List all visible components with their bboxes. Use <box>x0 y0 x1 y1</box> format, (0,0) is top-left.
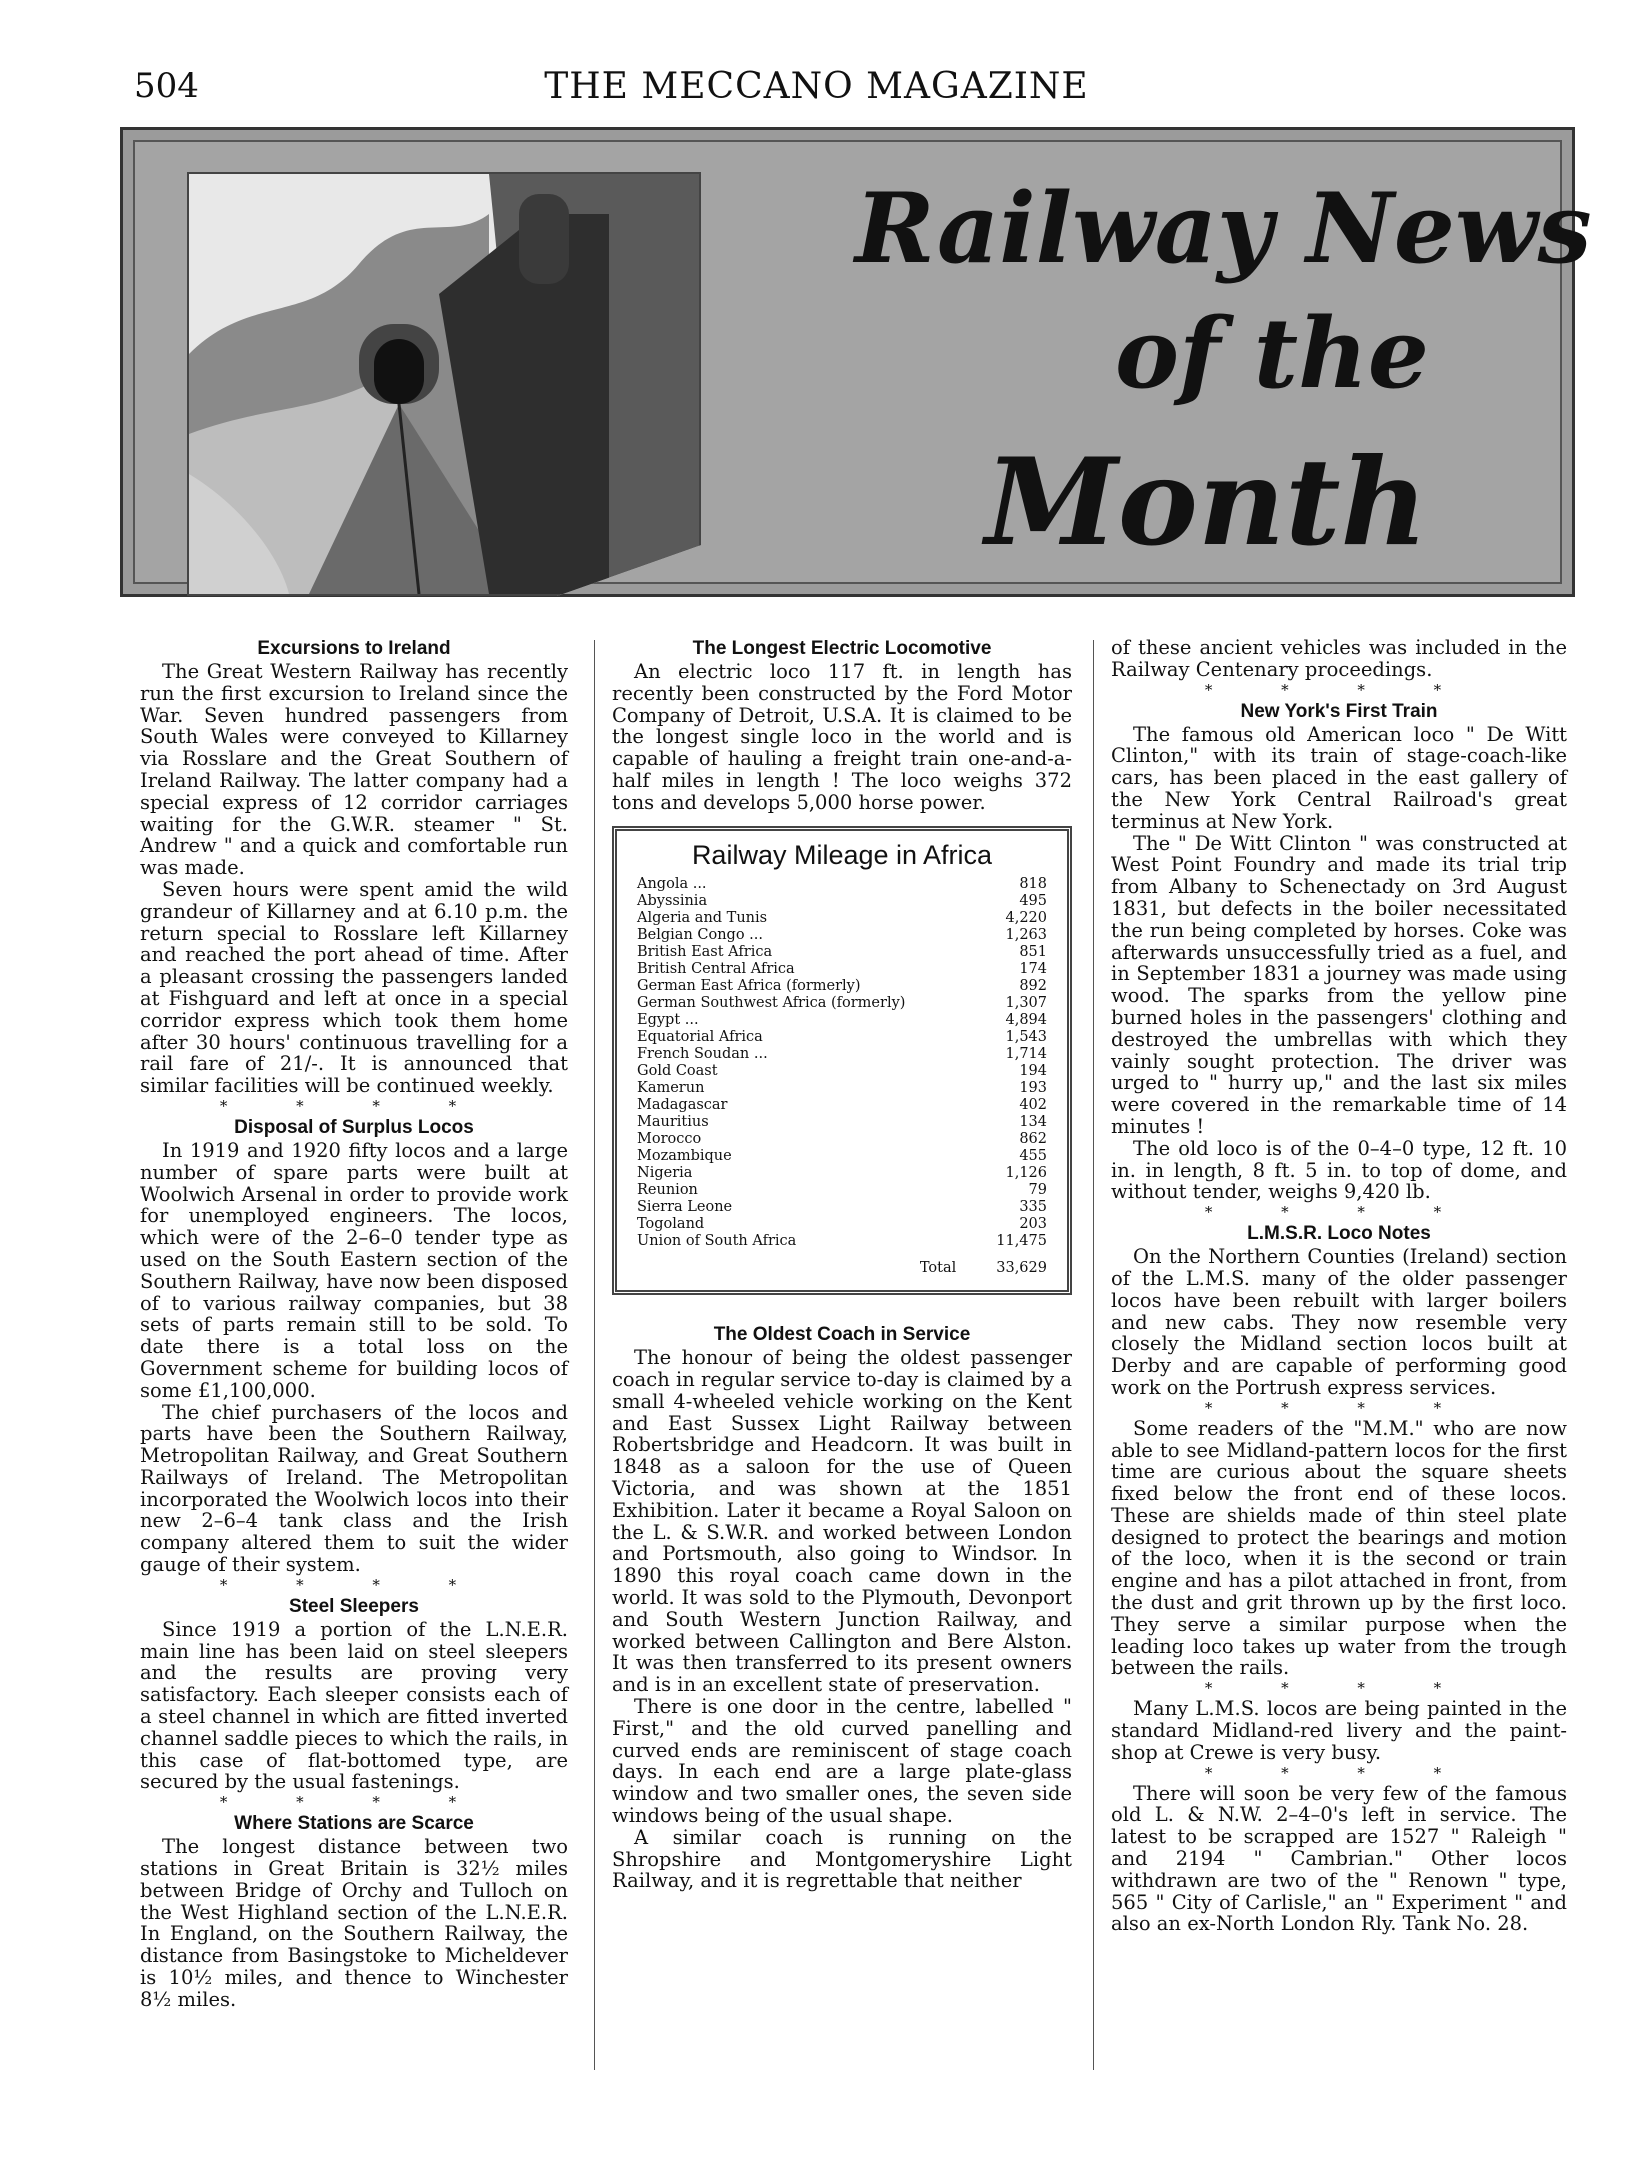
section-divider: * * * * <box>1204 1398 1474 1417</box>
page-number: 504 <box>134 66 199 106</box>
table-row <box>637 1012 1047 1029</box>
heading-steel-sleepers: Steel Sleepers <box>289 1595 419 1617</box>
table-title: Railway Mileage in Africa <box>691 839 993 870</box>
mileage-value: 455 <box>1019 1148 1047 1165</box>
table-row <box>637 927 1047 944</box>
mileage-value: 862 <box>1019 1131 1047 1148</box>
banner-title <box>825 142 1592 602</box>
section-divider: * * * * <box>1204 1203 1474 1222</box>
country-name: Algeria and Tunis <box>637 910 768 927</box>
mileage-value: 1,543 <box>1005 1029 1047 1046</box>
mileage-value: 4,220 <box>1005 910 1047 927</box>
table-row <box>637 1233 1047 1250</box>
country-name: Abyssinia <box>637 893 708 910</box>
paragraph: Many L.M.S. locos are being painted in the standard Midland-red livery and the paint-shop at Crewe is very busy. <box>1111 1697 1567 1764</box>
mileage-value: 11,475 <box>996 1233 1047 1250</box>
paragraph: The old loco is of the 0–4–0 type, 12 ft. 10 in. in length, 8 ft. 5 in. to top of dome, and without tender, weighs 9,420 lb. <box>1111 1136 1567 1204</box>
country-name: Sierra Leone <box>637 1199 733 1216</box>
table-row <box>637 1165 1047 1182</box>
mileage-value: 495 <box>1019 893 1047 910</box>
section-divider: * * * * <box>1204 1679 1474 1698</box>
heading-excursions: Excursions to Ireland <box>257 638 451 659</box>
paragraph: The chief purchasers of the locos and parts have been the Southern Railway, Metropolitan Railway, and Great Southern Railways of Ireland. The Metropolitan incorporated the Woolwich locos into their new 2–6–4 tank class and the Irish company altered them to suit the wider gauge of their system. <box>140 1400 568 1577</box>
section-divider: * * * * <box>219 1793 489 1812</box>
paragraph: An electric loco 117 ft. in length has recently been constructed by the Ford Motor Company of Detroit, U.S.A. It is claimed to be the longest single loco in the world and is capable of hauling a freight train one-and-a-half miles in length ! The loco weighs 372 tons and develops 5,000 horse power. <box>612 660 1072 814</box>
heading-stations-scarce: Where Stations are Scarce <box>234 1813 474 1835</box>
country-name: Egypt ... <box>637 1012 699 1029</box>
paragraph: The Great Western Railway has recently run the first excursion to Ireland since the War. Seven hundred passengers from South Wales were conveyed to Killarney via Rosslare and the Great Southern of Ireland Railway. The latter company had a special express of 12 corridor carriages waiting for the G.W.R. steamer " St. Andrew " and a quick and comfortable run was made. <box>140 660 568 880</box>
mileage-value: 134 <box>1019 1114 1047 1131</box>
country-name: French Soudan ... <box>637 1046 768 1063</box>
paragraph: On the Northern Counties (Ireland) section of the L.M.S. many of the older passenger locos have been rebuilt with larger boilers and new cabs. They now resemble very closely the Midland section locos built at Derby and are capable of performing good work on the Portrush express services. <box>1111 1245 1567 1399</box>
paragraph: Since 1919 a portion of the L.N.E.R. main line has been laid on steel sleepers and the results are proving very satisfactory. Each sleeper consists each of a steel channel in which are fitted inverted channel saddle pieces to which the rails, in this case of flat-bottomed type, are secured by the usual fastenings. <box>140 1617 568 1794</box>
paragraph: Some readers of the "M.M." who are now able to see Midland-pattern locos for the first time are curious about the square sheets fixed below the front end of these locos. These are shields made of thin steel plate designed to protect the bearings and motion of the loco, when it is the second or train engine and has a pilot attached in front, from the dust and grit thrown up by the first loco. They serve a similar purpose when the leading loco takes up water from the trough between the rails. <box>1111 1416 1567 1680</box>
table-row <box>637 1199 1047 1216</box>
heading-surplus-locos: Disposal of Surplus Locos <box>234 1116 474 1138</box>
heading-new-york-train: New York's First Train <box>1240 700 1438 722</box>
mileage-value: 335 <box>1019 1199 1047 1216</box>
title-line-3: Month <box>985 432 1428 573</box>
paragraph: There will soon be very few of the famous old L. & N.W. 2–4–0's left in service. The latest to be scrapped are 1527 " Raleigh " and 2194 " Cambrian." Other locos withdrawn are two of the " Renown " type, 565 " City of Carlisle," an " Experiment " and also an ex-North London Rly. Tank No. 28. <box>1111 1781 1567 1936</box>
section-divider: * * * * <box>219 1096 489 1115</box>
paragraph: The " De Witt Clinton " was constructed at West Point Foundry and made its trial trip from Albany to Schenectady on 3rd August 1831, but defects in the boiler necessitated the run being completed by horses. Coke was afterwards unsuccessfully tried as a fuel, and in September 1831 a journey was made using wood. The sparks from the yellow pine burned holes in the passengers' clothing and destroyed the umbrellas with which they vainly sought protection. The driver was urged to " hurry up," and the last six miles were covered in the remarkable time of 14 minutes ! <box>1111 831 1567 1138</box>
title-line-2: of the <box>1115 297 1429 410</box>
section-divider: * * * * <box>219 1575 489 1594</box>
table-row <box>637 893 1047 910</box>
column-1 <box>140 637 568 2011</box>
mileage-value: 851 <box>1019 944 1047 961</box>
country-name: Mauritius <box>637 1114 709 1131</box>
country-name: Nigeria <box>637 1165 693 1182</box>
banner-inner <box>133 140 1592 584</box>
table-row <box>637 995 1047 1012</box>
mileage-value: 1,307 <box>1005 995 1047 1012</box>
country-name: Belgian Congo ... <box>637 927 763 944</box>
table-row <box>637 1097 1047 1114</box>
column-rule-1 <box>594 640 595 2070</box>
mileage-value: 1,263 <box>1005 927 1047 944</box>
table-row <box>637 1063 1047 1080</box>
table-total-row <box>637 1258 1047 1280</box>
heading-lmsr-notes: L.M.S.R. Loco Notes <box>1247 1223 1431 1245</box>
mileage-value: 193 <box>1019 1080 1047 1097</box>
mileage-value: 194 <box>1019 1063 1047 1080</box>
table-row <box>637 1182 1047 1199</box>
table-row <box>637 961 1047 978</box>
column-3 <box>1111 637 1567 1935</box>
paragraph: There is one door in the centre, labelled " First," and the old curved panelling and curved ends are reminiscent of stage coach days. In each end are a large plate-glass window and two smaller ones, the seven side windows being of the usual shape. <box>612 1694 1072 1827</box>
mileage-value: 1,714 <box>1005 1046 1047 1063</box>
heading-electric-loco: The Longest Electric Locomotive <box>692 638 992 659</box>
mileage-value: 203 <box>1019 1216 1047 1233</box>
country-name: German East Africa (formerly) <box>637 978 861 995</box>
mileage-value: 79 <box>1028 1182 1047 1199</box>
railway-tunnel-illustration <box>187 172 701 596</box>
country-name: Morocco <box>637 1131 702 1148</box>
mileage-value: 1,126 <box>1005 1165 1047 1182</box>
mileage-table <box>612 826 1072 1296</box>
table-row <box>637 1216 1047 1233</box>
country-name: Equatorial Africa <box>637 1029 763 1046</box>
mileage-value: 4,894 <box>1005 1012 1047 1029</box>
paragraph: A similar coach is running on the Shropshire and Montgomeryshire Light Railway, and it is regrettable that neither <box>612 1825 1072 1893</box>
paragraph: The famous old American loco " De Witt Clinton," with its train of stage-coach-like cars, has been placed in the east gallery of the New York Central Railroad's great terminus at New York. <box>1111 722 1567 833</box>
magazine-title: THE MECCANO MAGAZINE <box>544 66 1089 107</box>
table-row <box>637 1131 1047 1148</box>
table-row <box>637 978 1047 995</box>
country-name: Madagascar <box>637 1097 728 1114</box>
table-row <box>637 1080 1047 1097</box>
table-row <box>637 876 1047 893</box>
mileage-value: 892 <box>1019 978 1047 995</box>
table-row <box>637 1114 1047 1131</box>
paragraph: The honour of being the oldest passenger coach in regular service to-day is claimed by a small 4-wheeled vehicle working on the Kent and East Sussex Light Railway between Robertsbridge and Headcorn. It was built in 1848 as a saloon for the use of Queen Victoria, and was shown at the 1851 Exhibition. Later it became a Royal Saloon on the L. & S.W.R. and worked between London and Portsmouth, also going to Windsor. In 1890 this royal coach came down in the world. It was sold to the Plymouth, Devonport and South Western Junction Railway, and worked between Callington and Bere Alston. It was then transferred to its present owners and is in an excellent state of preservation. <box>612 1346 1073 1697</box>
country-name: Union of South Africa <box>637 1233 797 1250</box>
mileage-value: 402 <box>1019 1097 1047 1114</box>
title-line-1: Railway News <box>855 172 1592 285</box>
table-row <box>637 944 1047 961</box>
table-row <box>637 1046 1047 1063</box>
country-name: British East Africa <box>637 944 773 961</box>
country-name: Gold Coast <box>637 1063 718 1080</box>
country-name: Mozambique <box>637 1148 732 1165</box>
heading-oldest-coach: The Oldest Coach in Service <box>713 1324 971 1346</box>
country-name: Reunion <box>637 1182 698 1199</box>
table-rows <box>637 876 1047 1250</box>
country-name: Angola ... <box>637 876 707 893</box>
country-name: Kamerun <box>637 1080 705 1097</box>
total-label: Total <box>919 1260 957 1277</box>
mileage-value: 818 <box>1019 876 1047 893</box>
paragraph: of these ancient vehicles was included in the Railway Centenary proceedings. <box>1111 636 1567 681</box>
paragraph: The longest distance between two stations in Great Britain is 32½ miles between Bridge of Orchy and Tulloch on the West Highland section of the L.N.E.R. In England, on the Southern Railway, the distance from Basingstoke to Micheldever is 10½ miles, and thence to Winchester 8½ miles. <box>140 1835 568 2011</box>
table-row <box>637 1029 1047 1046</box>
paragraph: Seven hours were spent amid the wild grandeur of Killarney and at 6.10 p.m. the return special to Rosslare left Killarney and reached the port ahead of time. After a pleasant crossing the passengers landed at Fishguard and left at once in a special corridor express which took them home after 30 hours' continuous travelling for a rail fare of 21/-. It is announced that similar facilities will be continued weekly. <box>140 877 568 1098</box>
title-banner <box>120 127 1592 597</box>
total-value: 33,629 <box>996 1260 1047 1277</box>
section-divider: * * * * <box>1204 680 1474 699</box>
country-name: British Central Africa <box>637 961 795 978</box>
paragraph: In 1919 and 1920 fifty locos and a large number of spare parts were built at Woolwich Arsenal in order to provide work for unemployed engineers. The locos, which were of the 2–6–0 tender type as used on the South Eastern section of the Southern Railway, have now been disposed of to various railway companies, but 38 sets of parts remain still to be sold. To date there is a total loss on the Government scheme for building locos of some £1,100,000. <box>140 1138 568 1402</box>
mileage-value: 174 <box>1019 961 1047 978</box>
table-row <box>637 1148 1047 1165</box>
table-row <box>637 910 1047 927</box>
column-2 <box>612 637 1072 1892</box>
section-divider: * * * * <box>1204 1763 1474 1782</box>
country-name: Togoland <box>637 1216 705 1233</box>
column-rule-2 <box>1093 640 1094 2070</box>
country-name: German Southwest Africa (formerly) <box>637 995 906 1012</box>
